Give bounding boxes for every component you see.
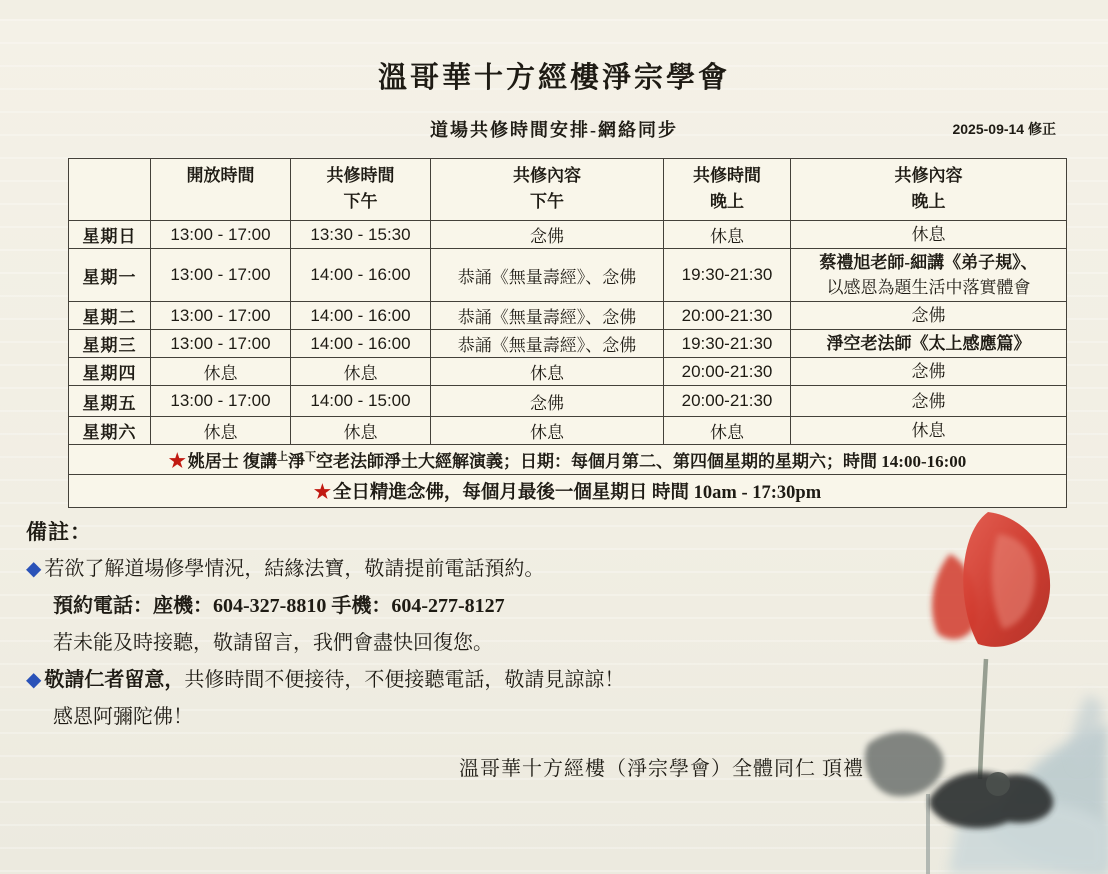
column-header-pm-time: 共修時間 下午 [291, 159, 431, 221]
eve-content-cell: 念佛 [791, 358, 1067, 386]
table-row-monday [69, 249, 1067, 302]
column-header-eve-time: 共修時間 晚上 [664, 159, 791, 221]
diamond-bullet-icon: ◆ [26, 558, 42, 581]
star-icon: ★ [313, 482, 331, 504]
eve-content-cell: 休息 [791, 417, 1067, 445]
column-header-pm-content: 共修內容 下午 [431, 159, 664, 221]
document-page [0, 19, 1108, 781]
table-row-wednesday [69, 330, 1067, 358]
revision-date: 2025-09-14 修正 [952, 121, 1056, 138]
column-header-open-hours: 開放時間 [151, 159, 291, 221]
special-note-cell-1: ★ 姚居士 復講$^上$淨$^下$空老法師淨土大經解演義；日期：每個月第二、第四個星期的星期六；時間 14:00-16:00 [69, 445, 1067, 475]
table-row-tuesday [69, 302, 1067, 330]
eve-time-cell: 20:00-21:30 [664, 386, 791, 417]
table-row-thursday [69, 358, 1067, 386]
table-row-saturday [69, 417, 1067, 445]
pm-content-cell: 念佛 [431, 386, 664, 417]
open-hours-cell: 13:00 - 17:00 [151, 330, 291, 358]
notes-label: 備註： [26, 520, 92, 545]
note-voicemail: 若未能及時接聽，敬請留言，我們會盡快回復您。 [53, 632, 493, 655]
page-title: 溫哥華十方經樓淨宗學會 [377, 62, 730, 95]
schedule-table [68, 158, 1067, 508]
page-subtitle: 道場共修時間安排-網絡同步 [430, 120, 678, 141]
eve-time-cell: 19:30-21:30 [664, 249, 791, 302]
table-row-sunday [69, 221, 1067, 249]
day-cell: 星期日 [69, 221, 151, 249]
open-hours-cell: 休息 [151, 358, 291, 386]
pm-content-cell: 念佛 [431, 221, 664, 249]
notes-section [26, 519, 1108, 781]
star-icon: ★ [168, 450, 186, 472]
eve-content-cell: 淨空老法師《太上感應篇》 [791, 330, 1067, 358]
header-row [69, 159, 1067, 221]
day-cell: 星期五 [69, 386, 151, 417]
eve-time-cell: 休息 [664, 221, 791, 249]
day-cell: 星期一 [69, 249, 151, 302]
eve-time-cell: 19:30-21:30 [664, 330, 791, 358]
day-cell: 星期三 [69, 330, 151, 358]
pm-content-cell: 恭誦《無量壽經》、念佛 [431, 249, 664, 302]
note-item-attention: ◆ 敬請仁者留意，共修時間不便接待，不便接聽電話，敬請見諒諒！ [26, 669, 625, 692]
day-cell: 星期四 [69, 358, 151, 386]
note-thanks: 感恩阿彌陀佛！ [53, 706, 193, 729]
special-note-cell-2: ★ 全日精進念佛，每個月最後一個星期日 時間 10am - 17:30pm [69, 475, 1067, 508]
note-phone-numbers: 預約電話：座機：604-327-8810 手機：604-277-8127 [53, 595, 505, 618]
note-item-reservation: ◆ 若欲了解道場修學情況，結緣法寶，敬請提前電話預約。 [26, 558, 545, 581]
pm-content-cell: 恭誦《無量壽經》、念佛 [431, 330, 664, 358]
eve-time-cell: 20:00-21:30 [664, 358, 791, 386]
open-hours-cell: 13:00 - 17:00 [151, 221, 291, 249]
open-hours-cell: 13:00 - 17:00 [151, 249, 291, 302]
closing-signature: 溫哥華十方經樓（淨宗學會）全體同仁 頂禮 [459, 758, 864, 781]
pm-time-cell: 14:00 - 15:00 [291, 386, 431, 417]
pm-content-cell: 休息 [431, 358, 664, 386]
pm-content-cell: 休息 [431, 417, 664, 445]
pm-time-cell: 14:00 - 16:00 [291, 249, 431, 302]
table-row-friday [69, 386, 1067, 417]
eve-content-cell: 念佛 [791, 302, 1067, 330]
eve-content-cell: 休息 [791, 221, 1067, 249]
pm-time-cell: 14:00 - 16:00 [291, 302, 431, 330]
eve-content-cell: 念佛 [791, 386, 1067, 417]
pm-time-cell: 休息 [291, 358, 431, 386]
pm-time-cell: 14:00 - 16:00 [291, 330, 431, 358]
eve-content-cell: 蔡禮旭老師-細講《弟子規》、 以感恩為題生活中落實體會 [791, 249, 1067, 302]
pm-time-cell: 休息 [291, 417, 431, 445]
day-cell: 星期二 [69, 302, 151, 330]
open-hours-cell: 13:00 - 17:00 [151, 386, 291, 417]
diamond-bullet-icon: ◆ [26, 669, 42, 692]
special-note-row-2 [69, 475, 1067, 508]
open-hours-cell: 休息 [151, 417, 291, 445]
special-note-row-1 [69, 445, 1067, 475]
column-header-day [69, 159, 151, 221]
subtitle-row [0, 116, 1108, 142]
column-header-eve-content: 共修內容 晚上 [791, 159, 1067, 221]
open-hours-cell: 13:00 - 17:00 [151, 302, 291, 330]
eve-time-cell: 休息 [664, 417, 791, 445]
pm-time-cell: 13:30 - 15:30 [291, 221, 431, 249]
pm-content-cell: 恭誦《無量壽經》、念佛 [431, 302, 664, 330]
eve-time-cell: 20:00-21:30 [664, 302, 791, 330]
day-cell: 星期六 [69, 417, 151, 445]
